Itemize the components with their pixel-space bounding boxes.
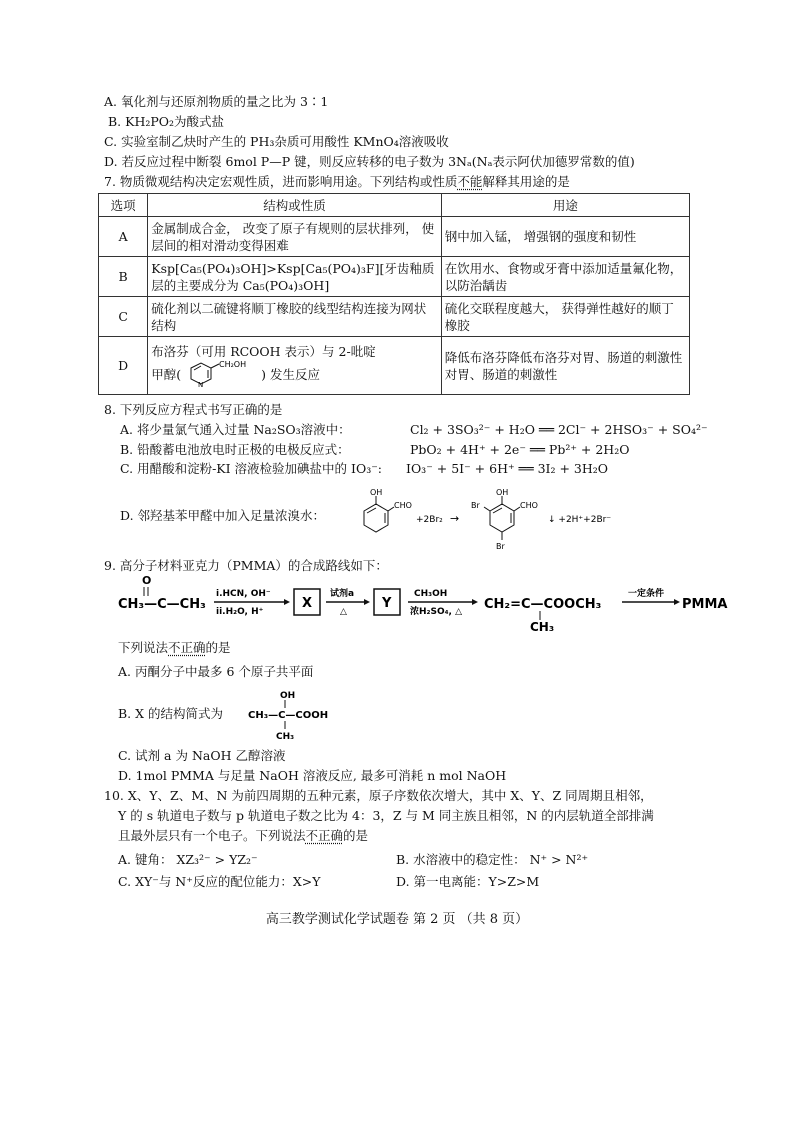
q7-table-header (99, 194, 690, 217)
q9-reagent1-bottom: ii.H₂O, H⁺ (216, 607, 264, 617)
q7-row-a-opt: A (99, 217, 148, 257)
q8-right-cho: CHO (520, 501, 538, 510)
q8-arrow: → (450, 512, 460, 525)
q8-right-br-left: Br (471, 501, 480, 510)
q6-option-b: B. KH₂PO₂为酸式盐 (108, 114, 225, 129)
pyridine-methanol-structure (181, 360, 251, 388)
q9-option-d: D. 1mol PMMA 与足量 NaOH 溶液反应, 最多可消耗 n mol NaOH (118, 768, 507, 783)
q9-box-x-label: X (302, 596, 313, 611)
q10-line3 (118, 828, 368, 844)
q9-ask (118, 640, 231, 656)
q8-c-label: C. 用醋酸和淀粉-KI 溶液检验加碘盐中的 IO₃⁻: (120, 461, 383, 476)
q9-box-y-label: Y (382, 596, 392, 611)
svg-text:CH₂OH: CH₂OH (219, 360, 247, 369)
q9-x-oh: OH (280, 691, 296, 701)
page-footer: 高三教学测试化学试题卷 第 2 页 （共 8 页） (265, 912, 529, 927)
q6-option-d: D. 若反应过程中断裂 6mol P—P 键，则反应转移的电子数为 3Nₐ(Nₐ表示阿伏加德罗常数的值) (104, 154, 635, 169)
q9-reagent2-bottom: △ (340, 607, 347, 617)
q9-option-b-label: B. X 的结构简式为 (118, 706, 224, 721)
q7-row-b (99, 257, 690, 297)
q7-row-b-use: 在饮用水、食物或牙膏中添加适量氟化物， 以防治龋齿 (441, 257, 689, 297)
q9-option-c: C. 试剂 a 为 NaOH 乙醇溶液 (118, 748, 286, 763)
q9-reagent3-top: CH₃OH (414, 589, 448, 599)
q7-stem-pre: 7. 物质微观结构决定宏观性质，进而影响用途。下列结构或性质 (104, 174, 458, 189)
acetone-oxygen: O (142, 574, 152, 587)
q9-ask-emphasis: 不正确 (168, 640, 206, 655)
q10-line3-post: 的是 (343, 828, 369, 843)
q10-option-a: A. 键角： XZ₃²⁻ > YZ₂⁻ (118, 852, 258, 867)
q10-line3-pre: 且最外层只有一个电子。下列说法 (118, 828, 306, 843)
q8-d-label: D. 邻羟基苯甲醛中加入足量浓溴水： (120, 508, 326, 523)
q10-option-d: D. 第一电离能：Y>Z>M (396, 874, 540, 889)
q7-row-c-use: 硫化交联程度越大， 获得弹性越好的顺丁橡胶 (441, 297, 689, 337)
q7-row-d-struct-line2: 甲醇( (151, 366, 182, 382)
q7-row-c-struct: 硫化剂以二硫键将顺丁橡胶的线型结构连接为网状结构 (148, 297, 442, 337)
q9-reagent1-top: i.HCN, OH⁻ (216, 589, 271, 599)
q8-a-label: A. 将少量氯气通入过量 Na₂SO₃溶液中： (120, 422, 351, 437)
q8-right-oh: OH (496, 488, 509, 497)
q10-line3-emphasis: 不正确 (305, 828, 344, 843)
q7-stem-emphasis: 不能 (457, 174, 483, 189)
q6-option-a: A. 氧化剂与还原剂物质的量之比为 3∶1 (104, 94, 329, 109)
q9-x-main: CH₃—C—COOH (248, 710, 329, 721)
q8-right-br-bottom: Br (496, 542, 505, 551)
q9-reagent2-top: 试剂a (330, 589, 355, 599)
q7-header-structure: 结构或性质 (148, 194, 442, 217)
q9-product-methyl: CH₃ (530, 620, 555, 634)
q9-stem: 9. 高分子材料亚克力（PMMA）的合成路线如下： (104, 558, 388, 573)
q7-row-d-struct-line1: 布洛芬（可用 RCOOH 表示）与 2-吡啶 (151, 344, 376, 359)
q8-a-equation: Cl₂ + 3SO₃²⁻ + H₂O ══ 2Cl⁻ + 2HSO₃⁻ + SO₄²⁻ (410, 422, 708, 437)
q7-row-d-use: 降低布洛芬降低布洛芬对胃、肠道的刺激性对胃、肠道的刺激性 (441, 337, 689, 395)
q7-row-d-struct-line3: ) 发生反应 (261, 366, 320, 382)
q9-final-product: PMMA (682, 597, 728, 612)
q10-option-b: B. 水溶液中的稳定性： N⁺ > N²⁺ (396, 852, 589, 867)
acetone-formula: CH₃—C—CH₃ (118, 597, 206, 612)
q8-d-reaction-scheme (352, 486, 642, 556)
q7-row-b-struct: Ksp[Ca₅(PO₄)₃OH]>Ksp[Ca₅(PO₄)₃F][牙齿釉质层的主要成分为 Ca₅(PO₄)₃OH] (148, 257, 442, 297)
q7-stem-post: 解释其用途的是 (482, 174, 570, 189)
q9-reagent3-bottom: 浓H₂SO₄, △ (410, 607, 463, 617)
q7-table (98, 193, 690, 395)
q7-row-c-opt: C (99, 297, 148, 337)
q7-row-a-struct: 金属制成合金， 改变了原子有规则的层状排列， 使层间的相对滑动变得困难 (148, 217, 442, 257)
q9-option-a: A. 丙酮分子中最多 6 个原子共平面 (118, 664, 314, 679)
q8-b-label: B. 铅酸蓄电池放电时正极的电极反应式： (120, 442, 350, 457)
q10-line2: Y 的 s 轨道电子数与 p 轨道电子数之比为 4：3，Z 与 M 同主族且相邻，N 的内层轨道全部排满 (118, 808, 654, 823)
q7-row-d (99, 337, 690, 395)
q7-header-use: 用途 (441, 194, 689, 217)
q7-header-option: 选项 (99, 194, 148, 217)
q9-x-ch3: CH₃ (276, 732, 295, 742)
q10-option-c: C. XY⁻与 N⁺反应的配位能力：X>Y (118, 874, 321, 889)
q9-ask-pre: 下列说法 (118, 640, 169, 655)
q8-products: ↓ +2H⁺+2Br⁻ (548, 515, 612, 525)
q8-left-cho: CHO (394, 501, 412, 510)
q8-left-oh: OH (370, 488, 383, 497)
q7-row-d-struct (148, 337, 442, 395)
q9-ask-post: 的是 (205, 640, 231, 655)
q9-reagent4-top: 一定条件 (628, 589, 665, 599)
q7-stem (104, 174, 570, 190)
q9-product: CH₂=C—COOCH₃ (484, 597, 602, 612)
q9-x-structure (248, 688, 358, 742)
q7-row-c (99, 297, 690, 337)
q9-synthesis-route (118, 574, 738, 634)
q7-row-a-use: 钢中加入锰， 增强钢的强度和韧性 (441, 217, 689, 257)
q8-stem: 8. 下列反应方程式书写正确的是 (104, 402, 283, 417)
q8-b-equation: PbO₂ + 4H⁺ + 2e⁻ ══ Pb²⁺ + 2H₂O (410, 442, 630, 457)
q8-plus-br2: +2Br₂ (416, 515, 443, 525)
q7-row-a (99, 217, 690, 257)
q8-c-equation: IO₃⁻ + 5I⁻ + 6H⁺ ══ 3I₂ + 3H₂O (406, 461, 609, 476)
svg-text:N: N (198, 381, 204, 388)
q6-option-c: C. 实验室制乙炔时产生的 PH₃杂质可用酸性 KMnO₄溶液吸收 (104, 134, 449, 149)
q10-line1: 10. X、Y、Z、M、N 为前四周期的五种元素，原子序数依次增大，其中 X、Y、Z 同周期且相邻， (104, 788, 653, 803)
q7-row-b-opt: B (99, 257, 148, 297)
q7-row-d-opt: D (99, 337, 148, 395)
